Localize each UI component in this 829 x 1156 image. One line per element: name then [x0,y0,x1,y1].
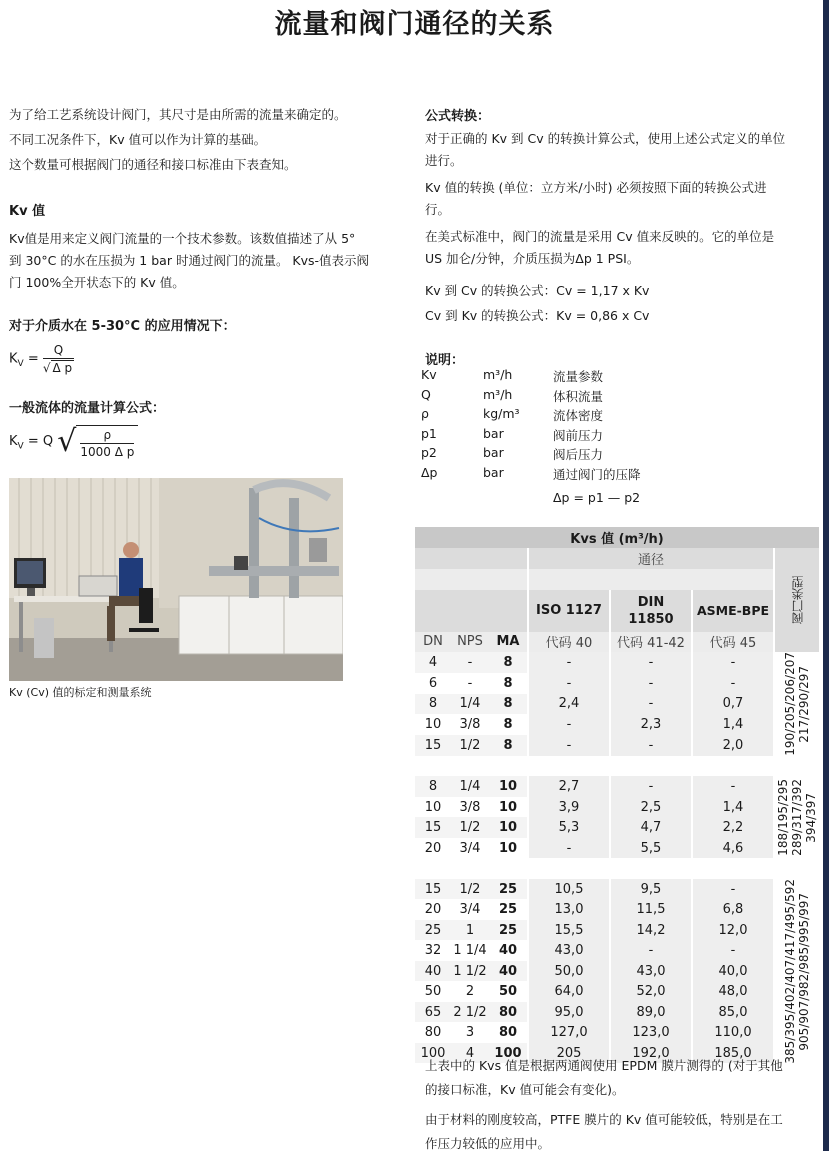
kvs-table-wrapper [415,527,819,1063]
formula-eq: = [23,351,43,367]
formula-sub: V [17,359,24,370]
cell-iso: - [527,714,609,735]
table-row [415,694,819,715]
water-heading: 对于介质水在 5-30°C 的应用情况下： [9,319,236,334]
cell-ma: 100 [489,1043,527,1064]
conv-line: 对于正确的 Kv 到 Cv 的转换计算公式，使用上述公式定义的单位 [425,131,786,146]
cell-asme: 85,0 [691,1002,773,1023]
cell-din: - [609,652,691,673]
table-notes [425,1054,823,1156]
kv-line: Kv值是用来定义阀门流量的一个技术参数。该数值描述了从 5° [9,231,356,246]
legend-formula: Δp = p1 — p2 [553,490,641,505]
cell-din: 52,0 [609,981,691,1002]
legend-row [421,406,673,426]
table-row [415,1002,819,1023]
cell-din: 5,5 [609,838,691,859]
page-title: 流量和阀门通径的关系 [274,9,555,40]
cell-ma: 25 [489,899,527,920]
cell-iso: 13,0 [527,899,609,920]
intro-line: 不同工况条件下，Kv 值可以作为计算的基础。 [9,132,267,147]
cv-to-kv-formula: Cv 到 Kv 的转换公式：Kv = 0,86 x Cv [425,308,650,323]
code-din: 代码 41-42 [609,632,691,653]
cell-asme: - [691,673,773,694]
cell-asme: 12,0 [691,920,773,941]
cell-ma: 8 [489,714,527,735]
cell-nps: 2 1/2 [451,1002,489,1023]
cell-nps: 1 [451,920,489,941]
std-asme-header: ASME-BPE [691,590,773,632]
cell-din: 2,3 [609,714,691,735]
cell-asme: - [691,879,773,900]
cell-nps: 1/2 [451,817,489,838]
legend-sym: Kv [421,367,437,382]
formula-numerator: ρ [80,428,134,444]
note-line: 作压力较低的应用中。 [425,1136,551,1151]
legend-sym: p2 [421,445,437,460]
bore-group-header: 通径 [527,548,773,569]
cell-dn: 20 [415,838,451,859]
intro-line: 这个数量可根据阀门的通径和接口标准由下表查知。 [9,157,297,172]
legend-row [421,465,673,485]
cell-ma: 80 [489,1022,527,1043]
conv-line: US 加仑/分钟，介质压损为Δp 1 PSI。 [425,251,640,266]
code-iso: 代码 40 [527,632,609,653]
conv-line: 进行。 [425,153,463,168]
conv-line: 行。 [425,202,451,217]
cell-iso: 50,0 [527,961,609,982]
cell-dn: 40 [415,961,451,982]
cell-ma: 10 [489,838,527,859]
conversion-heading: 公式转换： [425,109,491,124]
formula-lhs: K [9,351,18,367]
valve-type-codes: 385/395/402/407/417/495/592 905/907/982/985/995/997 [783,878,811,1064]
legend-sym: p1 [421,425,437,441]
cell-dn: 6 [415,673,451,694]
group-spacer [415,756,819,777]
formula-sqrt-arg: Δ p [52,361,73,375]
cell-asme: - [691,776,773,797]
general-heading: 一般流体的流量计算公式： [9,401,166,416]
cell-din: 9,5 [609,879,691,900]
cell-dn: 8 [415,694,451,715]
table-row [415,940,819,961]
valve-type-codes: 188/195/295 289/317/392 394/397 [776,778,818,856]
legend-unit: bar [483,425,504,441]
cell-nps: 1 1/2 [451,961,489,982]
legend-row [421,426,673,446]
valve-type-cell [773,652,819,756]
cell-nps: - [451,652,489,673]
legend-row [421,387,673,407]
cell-nps: 3/8 [451,714,489,735]
table-row [415,899,819,920]
legend-desc: 体积流量 [553,388,604,404]
cell-ma: 40 [489,940,527,961]
cell-nps: 1/4 [451,694,489,715]
cell-dn: 32 [415,940,451,961]
cell-nps: 3/4 [451,838,489,859]
valve-type-header [773,548,819,652]
cell-nps: - [451,673,489,694]
formula-numerator: Q [43,343,74,359]
legend-unit: m³/h [483,386,513,402]
cell-iso: 2,4 [527,694,609,715]
cell-ma: 8 [489,673,527,694]
lab-photo [9,478,343,681]
table-row [415,776,819,797]
legend-unit: kg/m³ [483,406,520,421]
col-dn: DN [415,632,451,653]
code-asme: 代码 45 [691,632,773,653]
conversion-text [425,128,825,328]
cell-nps: 3/4 [451,899,489,920]
kv-to-cv-formula: Kv 到 Cv 的转换公式：Cv = 1,17 x Kv [425,283,650,298]
table-row [415,879,819,900]
legend-sym: Δp [421,464,438,480]
cell-nps: 2 [451,981,489,1002]
cell-dn: 15 [415,879,451,900]
cell-din: 11,5 [609,899,691,920]
cell-asme: 2,2 [691,817,773,838]
cell-ma: 80 [489,1002,527,1023]
kv-line: 门 100%全开状态下的 Kv 值。 [9,275,185,290]
cell-ma: 25 [489,920,527,941]
cell-din: 192,0 [609,1043,691,1064]
group-spacer [415,858,819,879]
formula-sub: V [17,441,24,452]
cell-nps: 1/2 [451,735,489,756]
cell-asme: 185,0 [691,1043,773,1064]
note-line: 由于材料的刚度较高，PTFE 膜片的 Kv 值可能较低，特别是在工 [425,1112,783,1127]
formula-general [9,424,138,459]
cell-ma: 10 [489,817,527,838]
cell-ma: 25 [489,879,527,900]
intro-line: 为了给工艺系统设计阀门，其尺寸是由所需的流量来确定的。 [9,107,347,122]
table-row [415,735,819,756]
cell-dn: 20 [415,899,451,920]
cell-asme: 110,0 [691,1022,773,1043]
legend-sym: Q [421,386,431,402]
table-row [415,817,819,838]
cell-ma: 50 [489,981,527,1002]
cell-asme: - [691,652,773,673]
table-row [415,1022,819,1043]
legend-unit: bar [483,464,504,480]
cell-ma: 10 [489,797,527,818]
std-iso-header: ISO 1127 [527,590,609,632]
cell-asme: 1,4 [691,714,773,735]
formula-denominator: √ Δ p [42,361,73,375]
lab-photo-illustration [9,478,343,681]
std-din-header: DIN 11850 [609,590,691,632]
cell-ma: 8 [489,735,527,756]
cell-din: 123,0 [609,1022,691,1043]
cell-nps: 1/2 [451,879,489,900]
table-row [415,920,819,941]
table-row [415,797,819,818]
cell-din: - [609,694,691,715]
cell-iso: 2,7 [527,776,609,797]
cell-iso: 10,5 [527,879,609,900]
legend-desc: 流量参数 [553,369,604,384]
formula-water [9,343,74,375]
cell-dn: 25 [415,920,451,941]
legend-desc: 流体密度 [553,408,604,423]
valve-type-codes: 190/205/206/207 217/290/297 [783,652,811,756]
formula-fraction [76,425,138,459]
col-nps: NPS [451,632,489,653]
legend-heading: 说明： [425,353,465,368]
cell-asme: 48,0 [691,981,773,1002]
cell-nps: 4 [451,1043,489,1064]
conv-line: Kv 值的转换 (单位：立方米/小时) 必须按照下面的转换公式进 [425,180,767,195]
cell-asme: 6,8 [691,899,773,920]
table-row [415,714,819,735]
cell-din: - [609,776,691,797]
cell-dn: 15 [415,817,451,838]
cell-iso: 64,0 [527,981,609,1002]
cell-ma: 8 [489,652,527,673]
cell-din: 43,0 [609,961,691,982]
cell-iso: 205 [527,1043,609,1064]
cell-iso: - [527,652,609,673]
cell-ma: 8 [489,694,527,715]
cell-dn: 100 [415,1043,451,1064]
valve-type-label: 阀门类型 [790,576,805,624]
kv-heading: Kv 值 [9,204,46,219]
cell-dn: 8 [415,776,451,797]
legend-unit: bar [483,445,504,460]
kv-text [9,228,404,294]
valve-type-cell [773,776,819,858]
cell-nps: 3 [451,1022,489,1043]
cell-iso: 5,3 [527,817,609,838]
cell-iso: - [527,735,609,756]
cell-iso: - [527,673,609,694]
cell-din: - [609,940,691,961]
table-row [415,652,819,673]
cell-iso: 127,0 [527,1022,609,1043]
note-line: 的接口标准，Kv 值可能会有变化)。 [425,1082,625,1097]
cell-dn: 10 [415,714,451,735]
legend-desc: 阀前压力 [553,427,604,443]
table-row [415,673,819,694]
formula-eq: = Q [23,434,54,449]
legend-table [421,367,673,484]
kvs-table-title: Kvs 值 (m³/h) [415,527,819,548]
cell-din: - [609,735,691,756]
cell-asme: 40,0 [691,961,773,982]
cell-ma: 40 [489,961,527,982]
cell-dn: 80 [415,1022,451,1043]
cell-asme: 1,4 [691,797,773,818]
cell-din: 4,7 [609,817,691,838]
col-ma: MA [489,632,527,653]
table-row [415,961,819,982]
cell-dn: 50 [415,981,451,1002]
cell-asme: - [691,940,773,961]
legend-sym: ρ [421,406,429,421]
cell-ma: 10 [489,776,527,797]
cell-din: 89,0 [609,1002,691,1023]
legend-row [421,367,673,387]
cell-nps: 1/4 [451,776,489,797]
table-row [415,981,819,1002]
formula-fraction [43,343,74,375]
cell-dn: 10 [415,797,451,818]
cell-din: 14,2 [609,920,691,941]
cell-nps: 3/8 [451,797,489,818]
legend-row [421,445,673,465]
cell-iso: 95,0 [527,1002,609,1023]
formula-lhs: K [9,434,18,449]
cell-asme: 0,7 [691,694,773,715]
cell-dn: 65 [415,1002,451,1023]
note-line: 上表中的 Kvs 值是根据两通阀使用 EPDM 膜片测得的 (对于其他 [425,1058,783,1073]
cell-asme: 4,6 [691,838,773,859]
sqrt-sign-icon: √ [57,424,77,459]
intro-text [9,105,404,175]
cell-din: - [609,673,691,694]
valve-type-cell [773,879,819,1064]
cell-iso: 3,9 [527,797,609,818]
cell-iso: 43,0 [527,940,609,961]
legend-unit: m³/h [483,367,513,382]
cell-din: 2,5 [609,797,691,818]
cell-iso: 15,5 [527,920,609,941]
formula-denominator: 1000 Δ p [80,444,135,459]
cell-dn: 15 [415,735,451,756]
table-row [415,838,819,859]
legend-desc: 通过阀门的压降 [553,466,641,482]
cell-iso: - [527,838,609,859]
legend-desc: 阀后压力 [553,447,604,462]
photo-caption: Kv (Cv) 值的标定和测量系统 [9,686,152,699]
cell-nps: 1 1/4 [451,940,489,961]
kvs-table [415,527,819,1063]
kv-line: 到 30°C 的水在压损为 1 bar 时通过阀门的流量。 Kvs-值表示阀 [9,253,370,268]
conv-line: 在美式标准中，阀门的流量是采用 Cv 值来反映的。它的单位是 [425,229,775,244]
cell-dn: 4 [415,652,451,673]
cell-asme: 2,0 [691,735,773,756]
